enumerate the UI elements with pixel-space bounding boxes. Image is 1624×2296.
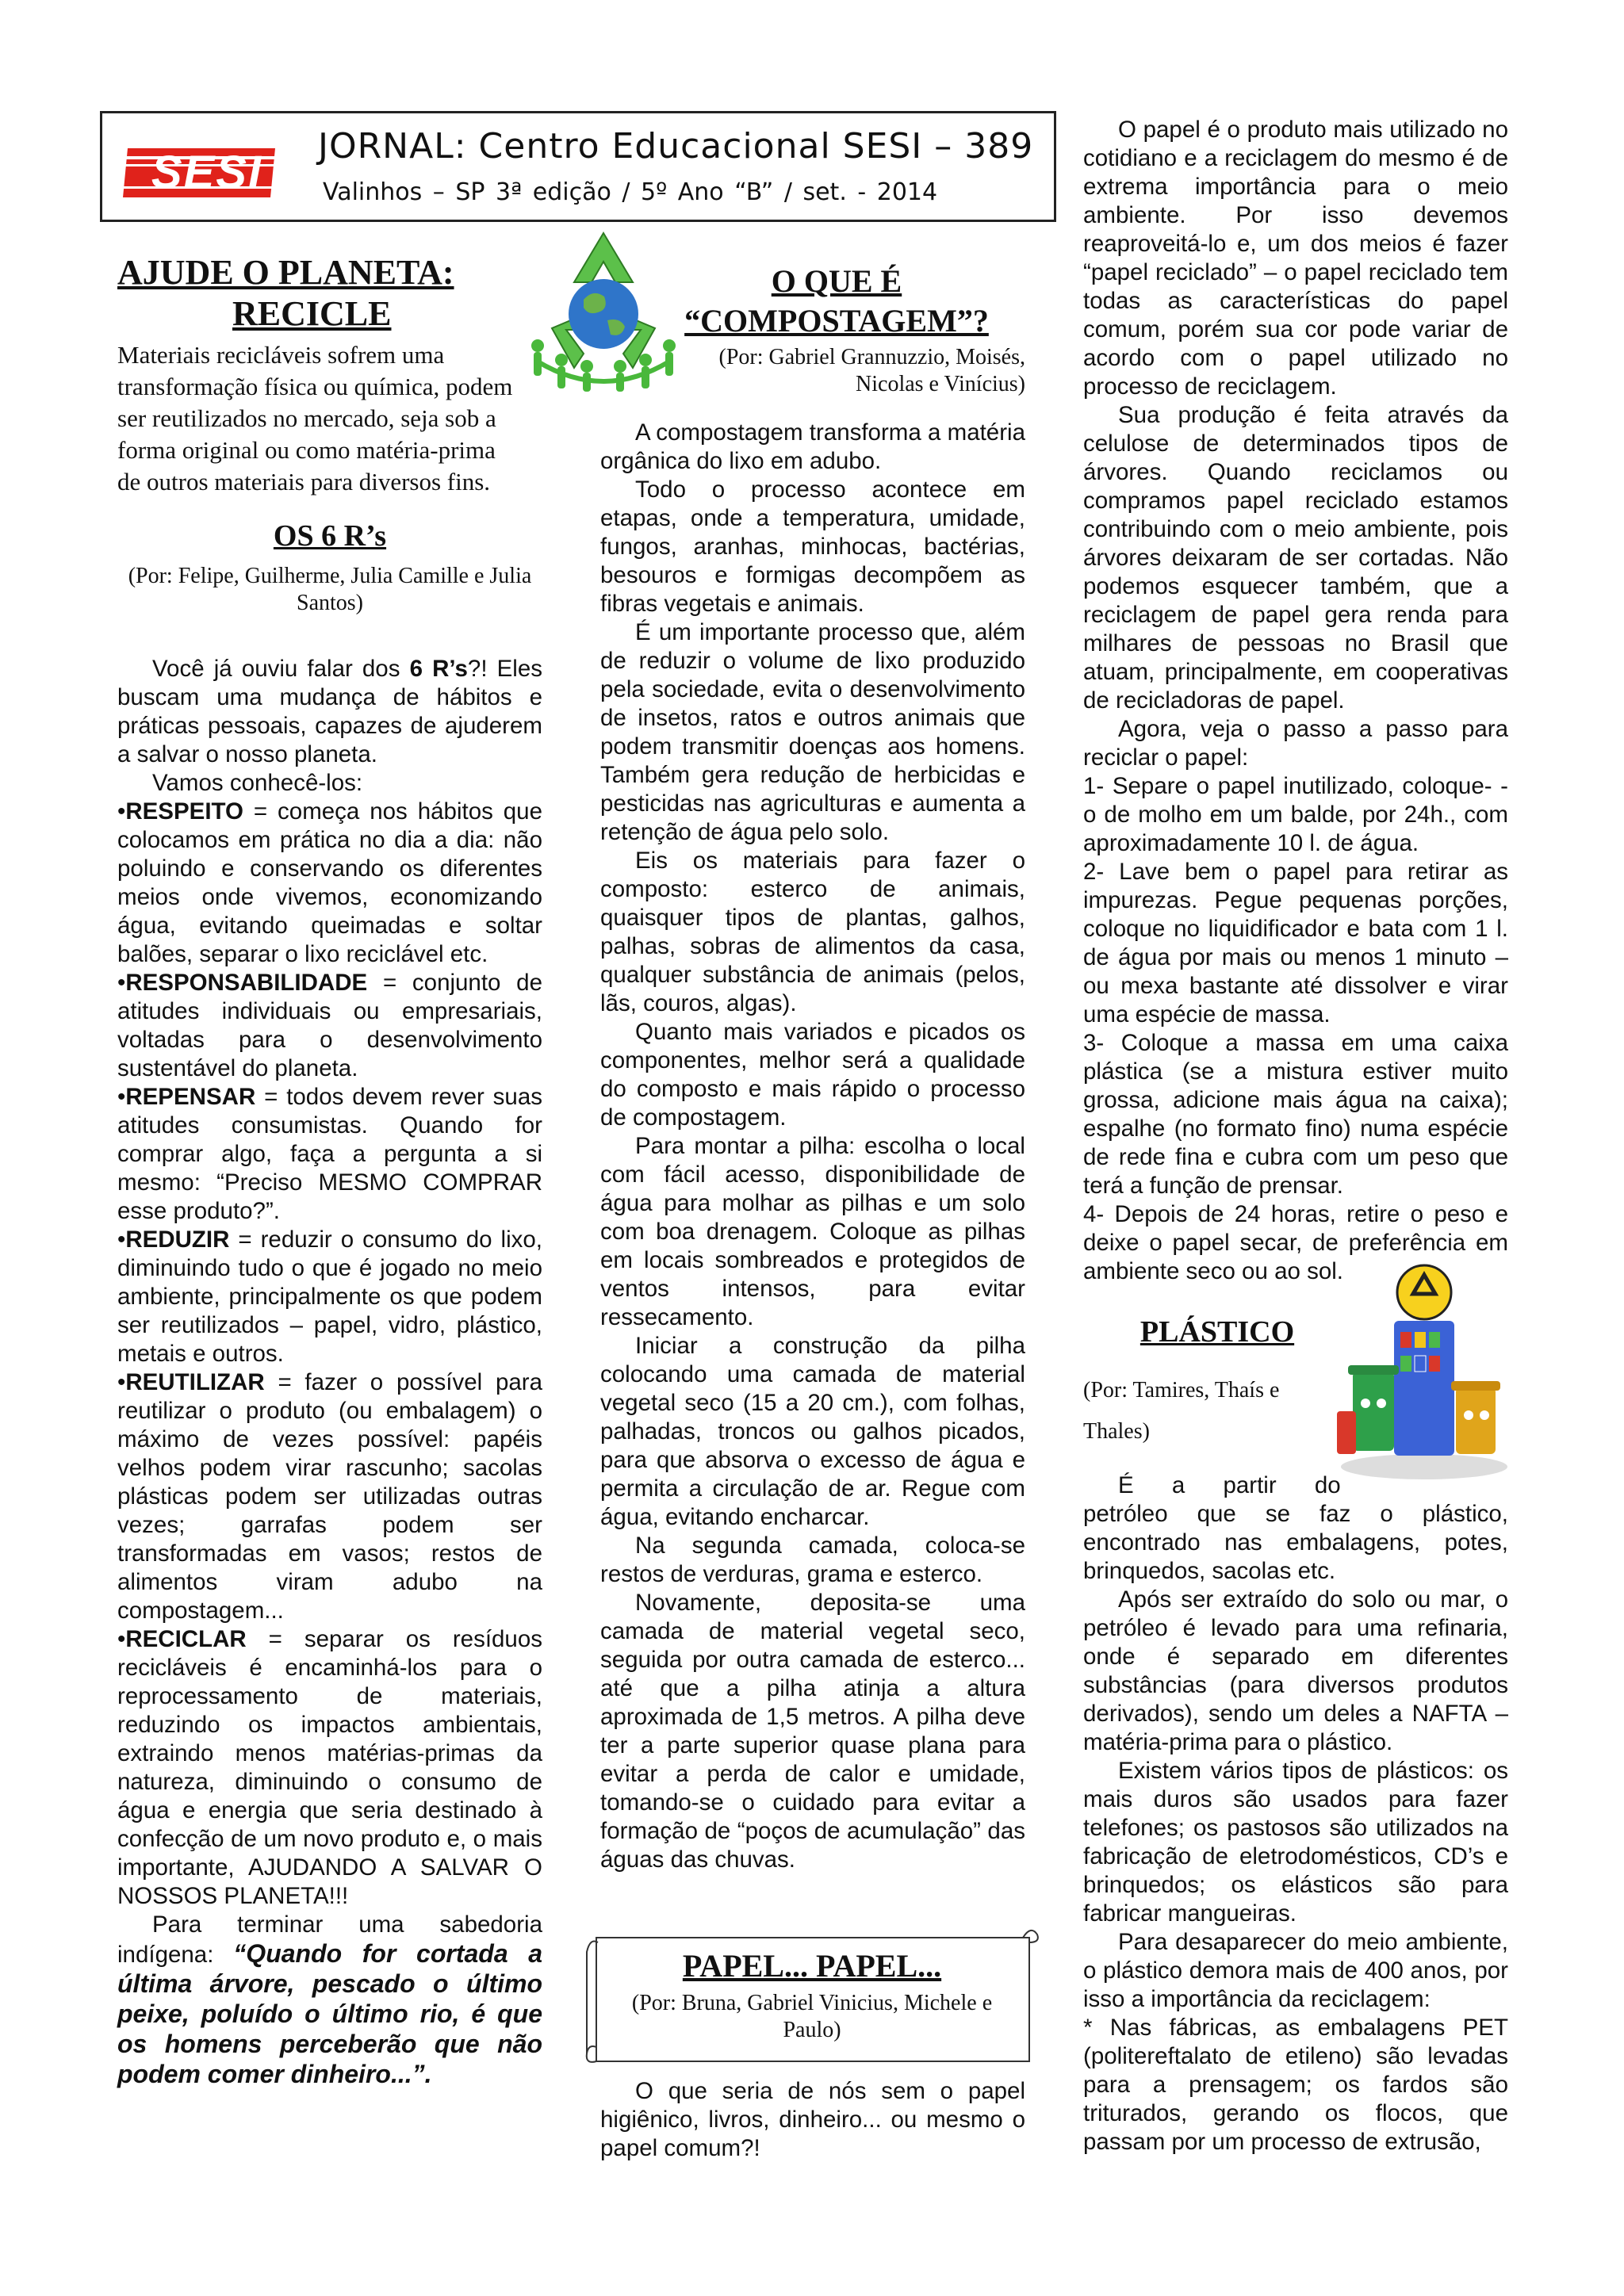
papel-step: 1- Separe o papel inutilizado, coloque- -o de molho em um balde, por 24h., com aproximadamente 10 l. de água. <box>1083 773 1508 856</box>
plastico-paragraph: * Nas fábricas, as embalagens PET (politereftalato de etileno) são levadas para a prensagem; os fardos são triturados, gerando os flocos, que passam por um processo de extrusão, <box>1083 2015 1508 2155</box>
compostagem-paragraph: Todo o processo acontece em etapas, onde a temperatura, umidade, fungos, aranhas, minhocas, bactérias, besouros e formigas decompõem as fibras vegetais e animais. <box>600 476 1025 617</box>
logo-text: SESI <box>151 147 263 198</box>
recicle-intro: Materiais recicláveis sofrem uma transformação física ou química, podem ser reutilizados no mercado, seja sob a forma original ou como matéria-prima de outros materiais para diversos fins. <box>117 341 513 496</box>
compostagem-title-line2: “COMPOSTAGEM”? <box>684 303 989 339</box>
papel-paragraph: O papel é o produto mais utilizado no cotidiano e a reciclagem do mesmo é de extrema importância para o meio ambiente. Por isso devemos reaproveitá-lo e, um dos meios é fazer “papel reciclado” – o papel reciclado tem todas as características do papel comum, porém sua cor pode variar de acordo com o papel utilizado no processo de reciclagem. <box>1083 117 1508 400</box>
papel-step: 3- Coloque a massa em uma caixa plástica (se a mistura estiver muito grossa, adicione mais água na caixa); espalhe (no formato fino) numa espécie de rede fina e cubra com um peso que terá a função de prensar. <box>1083 1030 1508 1199</box>
plastico-first-line: É a partir do <box>1118 1472 1341 1498</box>
left-column <box>117 252 542 2090</box>
compostagem-paragraph: A compostagem transforma a matéria orgânica do lixo em adubo. <box>600 419 1025 474</box>
plastico-paragraph: Após ser extraído do solo ou mar, o petróleo é levado para uma refinaria, onde é separado em diferentes substâncias (para diversos produtos derivados), sendo um deles a NAFTA – matéria-prima para o plástico. <box>1083 1586 1508 1755</box>
list-item: •RESPEITO = começa nos hábitos que colocamos em prática no dia a dia: não poluindo e conservando os diferentes meios onde vivemos, economizando água, evitando queimadas e soltar balões, separar o lixo reciclável etc. <box>117 798 542 967</box>
compostagem-paragraph: Quanto mais variados e picados os componentes, melhor será a qualidade do composto e mais rápido o processo de compostagem. <box>600 1019 1025 1131</box>
compostagem-paragraph: É um importante processo que, além de reduzir o volume de lixo produzido pela sociedade, evita o desenvolvimento de insetos, ratos e outros animais que podem transmitir doenças aos homens. Também gera redução de herbicidas e pesticidas nas agriculturas e aumenta a retenção de água pelo solo. <box>600 619 1025 845</box>
seis-rs-title: OS 6 R’s <box>273 519 387 553</box>
plastico-body <box>1083 1471 1508 2156</box>
recicle-title-line2: RECICLE <box>232 294 392 333</box>
compostagem-paragraph: Na segunda camada, coloca-se restos de verduras, grama e esterco. <box>600 1533 1025 1587</box>
papel-step: 4- Depois de 24 horas, retire o peso e deixe o papel secar, de preferência em ambiente seco ou ao sol. <box>1083 1201 1508 1284</box>
seis-rs-intro: Você já ouviu falar dos 6 R’s?! Eles buscam uma mudança de hábitos e práticas pessoais, capazes de ajuderem a salvar o nosso planeta. <box>117 656 543 767</box>
papel-paragraph: Agora, veja o passo a passo para reciclar o papel: <box>1083 716 1508 771</box>
plastico-byline: (Por: Tamires, Thaís e Thales) <box>1083 1378 1280 1444</box>
papel-step: 2- Lave bem o papel para retirar as impurezas. Pegue pequenas porções, coloque no liquidificador e bata com 1 l. de água por mais ou menos 1 minuto – ou mexa bastante até dissolver e virar uma espécie de massa. <box>1083 859 1508 1027</box>
compostagem-byline: (Por: Gabriel Grannuzzio, Moisés, Nicolas e Vinícius) <box>718 345 1025 396</box>
list-item: •REPENSAR = todos devem rever suas atitudes consumistas. Quando for comprar algo, faça a pergunta a si mesmo: “Preciso MESMO COMPRAR esse produto?”. <box>117 1084 542 1224</box>
compostagem-paragraph: Para montar a pilha: escolha o local com fácil acesso, disponibilidade de água para molhar as pilhas e um solo com boa drenagem. Coloque as pilhas em locais sombreados e protegidos de ventos intensos, para evitar ressecamento. <box>600 1133 1025 1330</box>
papel-start: O que seria de nós sem o papel higiênico, livros, dinheiro... ou mesmo o papel comum?! <box>600 2078 1025 2161</box>
plastico-title: PLÁSTICO <box>1139 1315 1295 1349</box>
papel-title: PAPEL... PAPEL... <box>682 1948 942 1984</box>
seis-rs-lead: Vamos conhecê-los: <box>152 770 363 796</box>
seis-rs-byline: (Por: Felipe, Guilherme, Julia Camille e Julia Santos) <box>128 564 532 615</box>
list-item: •REDUZIR = reduzir o consumo do lixo, diminuindo tudo o que é jogado no meio ambiente, principalmente os que podem ser reutilizados – papel, vidro, plástico, metais e outros. <box>117 1226 542 1367</box>
plastico-paragraph: Para desaparecer do meio ambiente, o plástico demora mais de 400 anos, por isso a importância da reciclagem: <box>1083 1929 1508 2012</box>
list-item: •REUTILIZAR = fazer o possível para reutilizar o produto (ou embalagem) o máximo de vezes possível: papéis velhos podem virar rascunho; sacolas plásticas podem ser utilizadas outras vezes; garrafas podem ser transformadas em vasos; restos de alimentos viram adubo na compostagem... <box>117 1369 542 1624</box>
list-item: •RECICLAR = separar os resíduos recicláveis é encaminhá-los para o reprocessamento de materiais, reduzindo os impactos ambientais, extraindo menos matérias-primas da natureza, diminuindo o consumo de água e energia que seria destinado à confecção de um novo produto e, o mais importante, AJUDANDO A SALVAR O NOSSOS PLANETA!!! <box>117 1626 542 1909</box>
right-column <box>1083 116 1508 1286</box>
compostagem-title-line1: O QUE É <box>771 263 902 299</box>
plastico-first-paragraph: petróleo que se faz o plástico, encontrado nas embalagens, potes, brinquedos, sacolas etc. <box>1083 1501 1508 1584</box>
newspaper-title: JORNAL: Centro Educacional SESI – 389 <box>318 126 1034 166</box>
newspaper-subtitle: Valinhos – SP 3ª edição / 5º Ano “B” / set. - 2014 <box>323 178 938 206</box>
middle-column <box>600 262 1025 1874</box>
list-item: •RESPONSABILIDADE = conjunto de atitudes individuais ou empresariais, voltadas para o desenvolvimento sustentável do planeta. <box>117 970 542 1081</box>
compostagem-paragraph: Eis os materiais para fazer o composto: esterco de animais, quaisquer tipos de plantas, galhos, palhas, sobras de alimentos da casa, qualquer substância de animais (pelos, lãs, couros, algas). <box>600 848 1025 1016</box>
papel-paragraph: Sua produção é feita através da celulose de determinados tipos de árvores. Quando reciclamos ou compramos papel reciclado estamos contribuindo com o meio ambiente, pois árvores deixaram de ser cortadas. Não podemos esquecer também, que a reciclagem de papel gera renda para milhares de pessoas no Brasil que atuam, principalmente, em cooperativas de recicladoras de papel. <box>1083 402 1508 714</box>
masthead <box>100 111 1056 222</box>
indigenous-wisdom: Para terminar uma sabedoria indígena: “Quando for cortada a última árvore, pescado o último peixe, poluído o último rio, é que os homens perceberão que não podem comer dinheiro...”. <box>117 1911 542 2088</box>
recycling-bins-illustration <box>1337 1253 1513 1483</box>
papel-byline: (Por: Bruna, Gabriel Vinicius, Michele e Paulo) <box>631 1991 993 2042</box>
recicle-title-line1: AJUDE O PLANETA: <box>117 253 454 292</box>
compostagem-paragraph: Iniciar a construção da pilha colocando uma camada de material vegetal seco (15 a 20 cm.), com folhas, palhadas, troncos ou galhos picados, para que absorva o excesso de água e permita a circulação de ar. Regue com água, evitando encharcar. <box>600 1333 1025 1530</box>
compostagem-paragraph: Novamente, deposita-se uma camada de material vegetal seco, seguida por outra camada de esterco... até que a pilha atinja a altura aproximada de 1,5 metros. A pilha deve ter a parte superior quase plana para evitar a perda de calor e umidade, tomando-se o cuidado para evitar a formação de “poços de acumulação” das águas das chuvas. <box>600 1590 1025 1873</box>
plastico-paragraph: Existem vários tipos de plásticos: os mais duros são usados para fazer telefones; os pastosos são utilizados na fabricação de eletrodomésticos, CD’s e brinquedos; os elásticos são para fabricar mangueiras. <box>1083 1758 1508 1927</box>
